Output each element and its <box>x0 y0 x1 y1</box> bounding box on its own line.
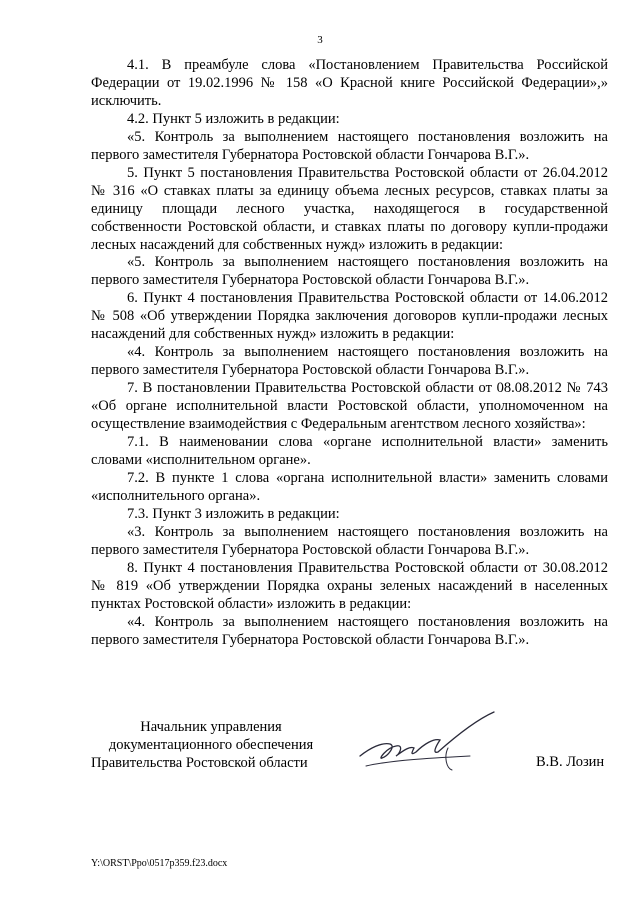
signatory-position-line: документационного обеспечения <box>108 737 314 753</box>
paragraph: «4. Контроль за выполнением настоящего постановления возложить на первого заместителя Губернатора Ростовской области Гончарова В.Г.». <box>91 344 608 379</box>
signer-name: В.В. Лозин <box>536 754 605 770</box>
paragraph: «5. Контроль за выполнением настоящего постановления возложить на первого заместителя Губернатора Ростовской области Гончарова В.Г.». <box>91 128 608 163</box>
paragraph: 6. Пункт 4 постановления Правительства Ростовской области от 14.06.2012 № 508 «Об утверждении Порядка заключения договоров купли-продажи лесных насаждений для собственных нужд» изложить в редакции: <box>91 290 608 343</box>
paragraph: 7. В постановлении Правительства Ростовской области от 08.08.2012 № 743 «Об органе исполнительной власти Ростовской области, уполномоченном на осуществление взаимодействия с Федеральным агентством лесного хозяйства»: <box>91 380 608 433</box>
paragraph: 4.2. Пункт 5 изложить в редакции: <box>127 110 340 127</box>
signatory-position <box>91 718 331 772</box>
paragraph: «3. Контроль за выполнением настоящего постановления возложить на первого заместителя Губернатора Ростовской области Гончарова В.Г.». <box>91 523 608 558</box>
paragraph: «4. Контроль за выполнением настоящего постановления возложить на первого заместителя Губернатора Ростовской области Гончарова В.Г.». <box>91 613 608 648</box>
signatory-position-line: Правительства Ростовской области <box>91 755 308 771</box>
paragraph: «5. Контроль за выполнением настоящего постановления возложить на первого заместителя Губернатора Ростовской области Гончарова В.Г.». <box>91 254 608 289</box>
paragraph: 8. Пункт 4 постановления Правительства Ростовской области от 30.08.2012 № 819 «Об утверждении Порядка охраны зеленых насаждений в населенных пунктах Ростовской области» изложить в редакции: <box>91 559 608 612</box>
document-body <box>91 57 608 649</box>
paragraph: 4.1. В преамбуле слова «Постановлением Правительства Российской Федерации от 19.02.1996 № 158 «О Красной книге Российской Федерации»,» исключить. <box>91 57 608 109</box>
paragraph: 7.2. В пункте 1 слова «органа исполнительной власти» заменить словами «исполнительного органа». <box>91 469 608 504</box>
file-path-footer: Y:\ORST\Ppo\0517p359.f23.docx <box>91 858 228 869</box>
signatory-position-line: Начальник управления <box>140 719 282 735</box>
page-number: 3 <box>317 34 323 46</box>
paragraph: 5. Пункт 5 постановления Правительства Ростовской области от 26.04.2012 № 316 «О ставках платы за единицу объема лесных ресурсов, ставках платы за единицу площади лесного участка, находящегося в государственной собственности Ростовской области, и ставках платы по договору купли-продажи лесных насаждений для собственных нужд» изложить в редакции: <box>91 164 608 253</box>
paragraph: 7.1. В наименовании слова «органе исполнительной власти» заменить словами «исполнительном органе». <box>91 434 608 468</box>
paragraph: 7.3. Пункт 3 изложить в редакции: <box>127 505 340 522</box>
handwritten-signature <box>352 708 502 778</box>
